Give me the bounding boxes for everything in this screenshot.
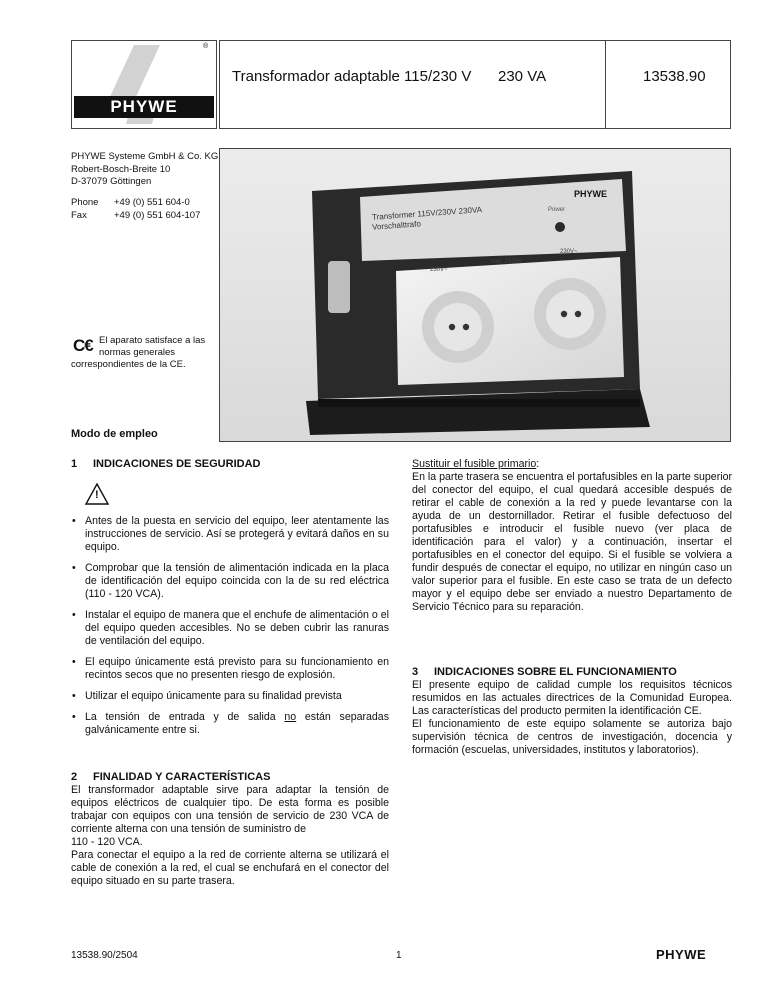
section-1-heading: 1 INDICACIONES DE SEGURIDAD [71,458,261,470]
phone-number: +49 (0) 551 604-0 [114,197,190,208]
logo-box [71,40,217,129]
photo-socket-right: 230V~ [560,249,578,255]
section-2-text-1b: 110 - 120 VCA. [71,836,143,848]
product-title: Transformador adaptable 115/230 V [232,68,472,85]
list-item: • La tensión de entrada y de salida no están separadas galvánicamente entre si. [71,711,389,737]
section-2 [71,771,389,888]
ce-mark: C€ [73,336,93,355]
photo-socket-left: 230V~ [430,267,448,273]
section-2-heading: 2 FINALIDAD Y CARACTERÍSTICAS [71,771,271,783]
company-contacts [71,197,200,222]
title-box [219,40,731,129]
company-city: D-37079 Göttingen [71,176,152,187]
company-name: PHYWE Systeme GmbH & Co. KG [71,151,219,162]
fax-label: Fax [71,209,87,221]
phone-label: Phone [71,197,99,208]
photo-max: max. 230VA [490,259,523,265]
ce-text-3: correspondientes de la CE. [71,359,186,370]
ce-text-2: normas generales [99,347,176,358]
title-divider [605,41,606,128]
transformer-illustration [220,149,730,441]
doc-code: 13538.90/2504 [71,950,138,961]
logo-text: PHYWE [110,97,178,116]
section-3-text-1: El presente equipo de calidad cumple los requisitos técnicos resumidos en las actuales directrices de la Comunidad Europea. Las características del producto permiten la identificación CE. [412,679,732,717]
left-column [71,458,389,745]
section-3-heading: 3 INDICACIONES SOBRE EL FUNCIONAMIENTO [412,666,677,678]
fax-number: +49 (0) 551 604-107 [114,209,201,221]
list-item: • Utilizar el equipo únicamente para su finalidad prevista [71,690,389,703]
product-photo [219,148,731,442]
page-number: 1 [396,950,402,961]
fuse-section [412,458,732,614]
section-2-text-1: El transformador adaptable sirve para adaptar la tensión de equipos eléctricos de cualquier tipo. De esta forma es posible trabajar con equipos con una tensión de servicio de 230 VCA de corriente alterna con una tensión de suministro de [71,784,389,835]
list-item: • Antes de la puesta en servicio del equipo, leer atentamente las instrucciones de servicio. Así se protegerá y evitará daños en su equipo. [71,515,389,554]
footer-logo: PHYWE [656,947,707,962]
list-item: • Instalar el equipo de manera que el enchufe de alimentación o el del equipo queden accesibles. No se deben cubrir las ranuras de ventilación del equipo. [71,609,389,648]
ce-text-1: El aparato satisface a las [99,335,206,346]
mode-heading: Modo de empleo [71,428,158,440]
list-item: • Comprobar que la tensión de alimentación indicada en la placa de identificación del equipo coincida con la de su red eléctrica (110 - 120 VCA). [71,562,389,601]
list-item: • El equipo únicamente está previsto para su funcionamiento en recintos secos que no presenten riesgo de explosión. [71,656,389,682]
warning-icon [85,483,109,507]
photo-label-1: Transformer 115V/230V 230VA [371,205,483,222]
product-power: 230 VA [498,68,547,85]
section-3-text-2: El funcionamiento de este equipo solamente se autoriza bajo supervisión técnica de centros de investigación, docencia y formación (escuelas, universidades, institutos y laboratorios). [412,718,732,756]
section-3 [412,666,732,757]
photo-power-label: Power [548,207,566,213]
section-2-text-2: Para conectar el equipo a la red de corriente alterna se utilizará el cable de conexión a la red, el cual se enchufará en el conector del equipo situado en su parte trasera. [71,849,389,887]
fuse-heading: Sustituir el fusible primario: [412,458,540,470]
photo-brand: PHYWE [574,189,608,199]
company-address [71,151,218,189]
safety-list [71,515,389,737]
order-number: 13538.90 [643,68,706,85]
warning-symbol: ! [95,489,99,501]
company-street: Robert-Bosch-Breite 10 [71,163,171,175]
photo-label-2: Vorschalttrafo [371,219,422,232]
registered-mark: ® [203,43,209,50]
fuse-text: En la parte trasera se encuentra el portafusibles en la parte superior del conector del equipo, el cual quedará accesible después de retirar el cable de conexión a la red y puede levantarse con la ayuda de un destornillador. Retirar el fusible defectuoso del portafusibles e introducir el fusible nuevo (ver placa de identificación para el valor) y a continuación, insertar el portafusibles en el conector del equipo. Si el fusible se volviera a fundir después de conectar el equipo, no utilizar en ningún caso un valor superior para el fusible. En este caso se trata de un defecto mayor y el equipo debe ser enviado a nuestro Departamento de Servicio Técnico para su reparación. [412,471,732,613]
